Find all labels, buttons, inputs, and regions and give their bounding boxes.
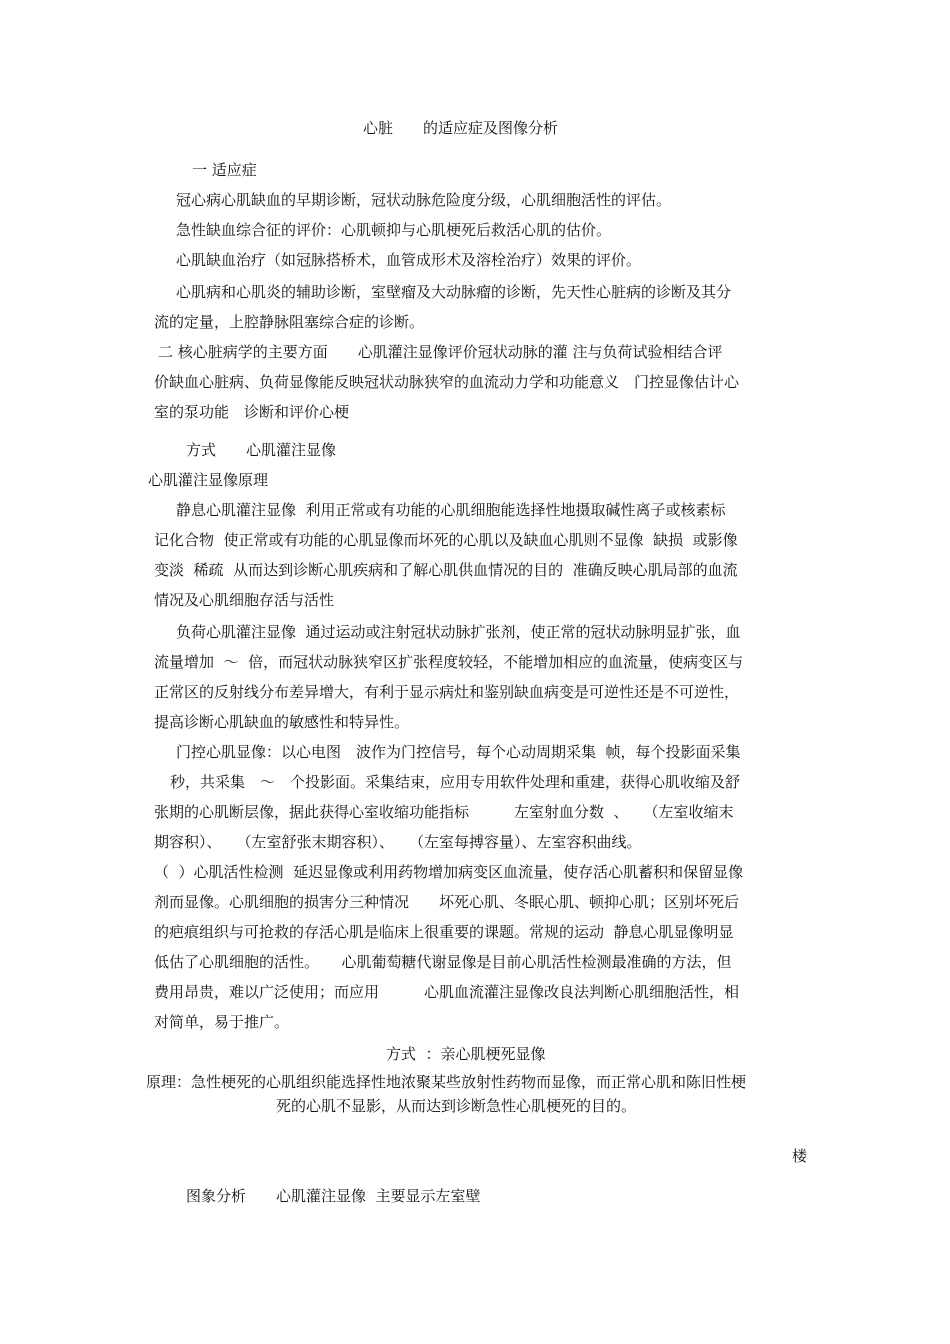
document-title: 心脏 的适应症及图像分析 xyxy=(363,119,559,137)
gated-imaging-line: 秒，共采集 ～ 个投影面。采集结束，应用专用软件处理和重建，获得心肌收缩及舒 xyxy=(170,773,741,791)
viability-line: 低估了心肌细胞的活性。 心肌葡萄糖代谢显像是目前心肌活性检测最准确的方法，但 xyxy=(154,953,732,971)
section-two-line: 二 核心脏病学的主要方面 心肌灌注显像评价冠状动脉的灌 注与负荷试验相结合评 xyxy=(158,343,723,361)
viability-line: 对简单，易于推广。 xyxy=(154,1013,290,1031)
indication-line: 心肌病和心肌炎的辅助诊断，室壁瘤及大动脉瘤的诊断，先天性心脏病的诊断及其分 xyxy=(176,283,732,301)
method-one-heading: 方式 心肌灌注显像 xyxy=(186,441,337,459)
gated-imaging-line: 期容积）、 （左室舒张末期容积）、 （左室每搏容量）、左室容积曲线。 xyxy=(154,833,642,851)
analysis-heading: 图象分析 心肌灌注显像 主要显示左室壁 xyxy=(186,1187,481,1205)
stress-imaging-line: 流量增加 ～ 倍，而冠状动脉狭窄区扩张程度较轻，不能增加相应的血流量，使病变区与 xyxy=(154,653,744,671)
section-heading-indications: 一 适应症 xyxy=(192,161,257,179)
principle-heading: 心肌灌注显像原理 xyxy=(148,471,269,489)
rest-imaging-line: 记化合物 使正常或有功能的心肌显像而坏死的心肌以及缺血心肌则不显像 缺损 或影像 xyxy=(154,531,738,549)
stress-imaging-line: 负荷心肌灌注显像 通过运动或注射冠状动脉扩张剂，使正常的冠状动脉明显扩张，血 xyxy=(176,623,741,641)
method-two-principle-line: 死的心肌不显影，从而达到诊断急性心肌梗死的目的。 xyxy=(276,1097,637,1115)
indication-line: 急性缺血综合征的评价：心肌顿抑与心肌梗死后救活心肌的估价。 xyxy=(176,221,612,239)
rest-imaging-line: 情况及心肌细胞存活与活性 xyxy=(154,591,335,609)
indication-line: 流的定量，上腔静脉阻塞综合症的诊断。 xyxy=(154,313,425,331)
method-two-principle-line: 原理：急性梗死的心肌组织能选择性地浓聚某些放射性药物而显像，而正常心肌和陈旧性梗 xyxy=(146,1073,747,1091)
viability-line: （ ）心肌活性检测 延迟显像或利用药物增加病变区血流量，使存活心肌蓄积和保留显像 xyxy=(154,863,744,881)
gated-imaging-line: 张期的心肌断层像，据此获得心室收缩功能指标 左室射血分数 、 （左室收缩末 xyxy=(154,803,734,821)
viability-line: 的疤痕组织与可抢救的存活心肌是临床上很重要的课题。常规的运动 静息心肌显像明显 xyxy=(154,923,734,941)
stress-imaging-line: 正常区的反射线分布差异增大，有利于显示病灶和鉴别缺血病变是可逆性还是不可逆性， xyxy=(154,683,740,701)
margin-note: 楼 xyxy=(792,1147,808,1165)
indication-line: 心肌缺血治疗（如冠脉搭桥术，血管成形术及溶栓治疗）效果的评价。 xyxy=(176,251,642,269)
method-two-heading: 方式 ：亲心肌梗死显像 xyxy=(386,1045,546,1063)
section-two-line: 价缺血心脏病、负荷显像能反映冠状动脉狭窄的血流动力学和功能意义 门控显像估计心 xyxy=(154,373,740,391)
viability-line: 费用昂贵，难以广泛使用；而应用 心肌血流灌注显像改良法判断心肌细胞活性，相 xyxy=(154,983,740,1001)
indication-line: 冠心病心肌缺血的早期诊断，冠状动脉危险度分级，心肌细胞活性的评估。 xyxy=(176,191,672,209)
stress-imaging-line: 提高诊断心肌缺血的敏感性和特异性。 xyxy=(154,713,410,731)
rest-imaging-line: 变淡 稀疏 从而达到诊断心肌疾病和了解心肌供血情况的目的 准确反映心肌局部的血流 xyxy=(154,561,738,579)
section-two-line: 室的泵功能 诊断和评价心梗 xyxy=(154,403,350,421)
rest-imaging-line: 静息心肌灌注显像 利用正常或有功能的心肌细胞能选择性地摄取碱性离子或核素标 xyxy=(176,501,726,519)
gated-imaging-line: 门控心肌显像：以心电图 波作为门控信号，每个心动周期采集 帧，每个投影面采集 xyxy=(176,743,741,761)
viability-line: 剂而显像。心肌细胞的损害分三种情况 坏死心肌、冬眠心肌、顿抑心肌；区别坏死后 xyxy=(154,893,740,911)
